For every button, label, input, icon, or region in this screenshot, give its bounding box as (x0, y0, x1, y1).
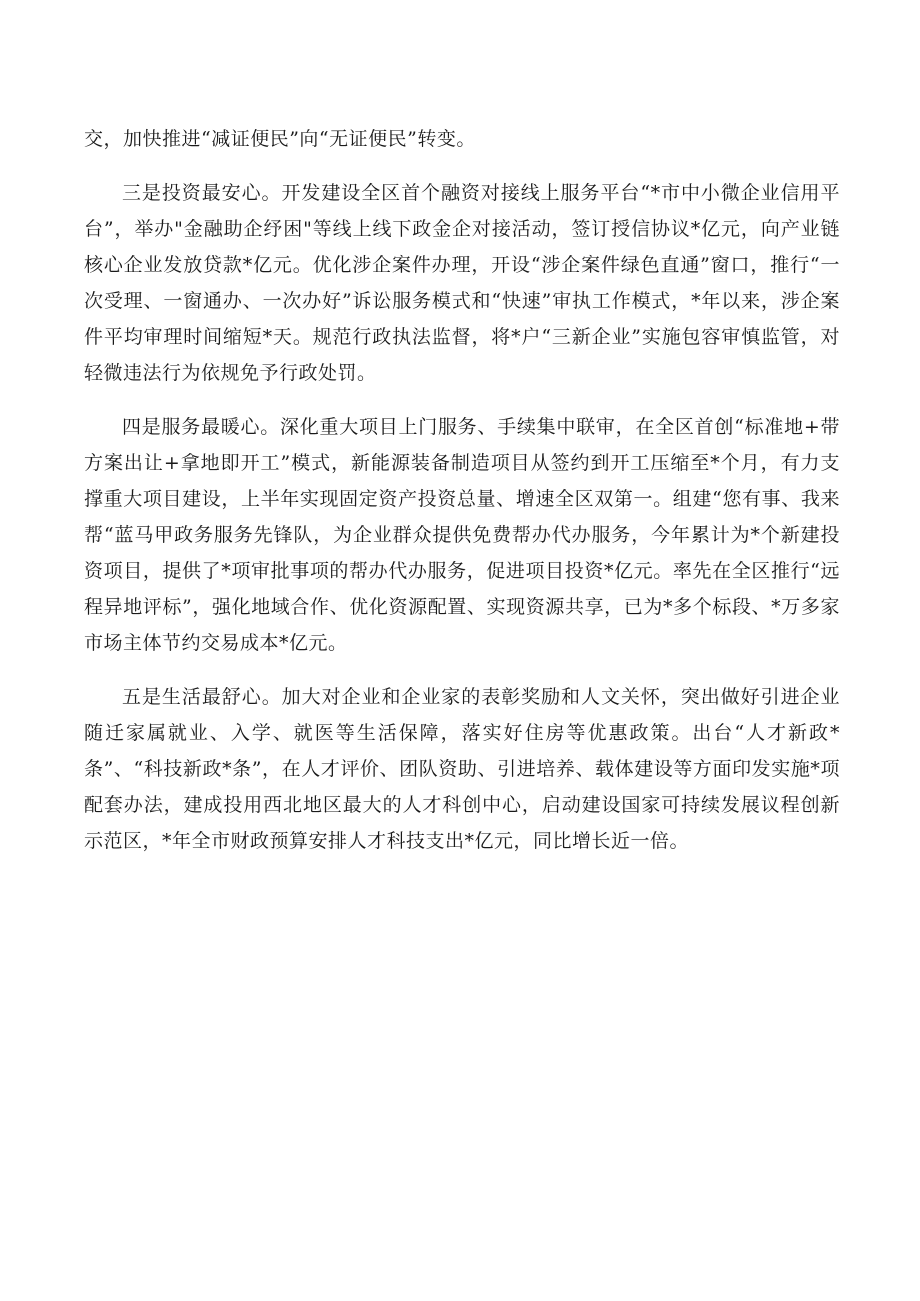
paragraph-service: 四是服务最暖心。深化重大项目上门服务、手续集中联审，在全区首创“标准地+带方案出让+拿地即开工”模式，新能源装备制造项目从签约到开工压缩至*个月，有力支撑重大项目建设，上半年实现固定资产投资总量、增速全区双第一。组建“您有事、我来帮“蓝马甲政务服务先锋队，为企业群众提供免费帮办代办服务，今年累计为*个新建投资项目，提供了*项审批事项的帮办代办服务，促进项目投资*亿元。率先在全区推行“远程异地评标”，强化地域合作、优化资源配置、实现资源共享，已为*多个标段、*万多家市场主体节约交易成本*亿元。 (84, 416, 840, 654)
paragraph-continuation: 交，加快推进“减证便民”向“无证便民”转变。 (84, 128, 476, 150)
document-body (84, 121, 840, 877)
paragraph-life: 五是生活最舒心。加大对企业和企业家的表彰奖励和人文关怀，突出做好引进企业随迁家属就业、入学、就医等生活保障，落实好住房等优惠政策。出台“人才新政*条”、“科技新政*条”，在人才评价、团队资助、引进培养、载体建设等方面印发实施*项配套办法，建成投用西北地区最大的人才科创中心，启动建设国家可持续发展议程创新示范区，*年全市财政预算安排人才科技支出*亿元，同比增长近一倍。 (84, 686, 840, 852)
paragraph-investment: 三是投资最安心。开发建设全区首个融资对接线上服务平台“*市中小微企业信用平台”，举办"金融助企纾困"等线上线下政金企对接活动，签订授信协议*亿元，向产业链核心企业发放贷款*亿元。优化涉企案件办理，开设“涉企案件绿色直通”窗口，推行“一次受理、一窗通办、一次办好”诉讼服务模式和“快速”审执工作模式，*年以来，涉企案件平均审理时间缩短*天。规范行政执法监督，将*户“三新企业”实施包容审慎监管，对轻微违法行为依规免予行政处罚。 (84, 182, 840, 384)
